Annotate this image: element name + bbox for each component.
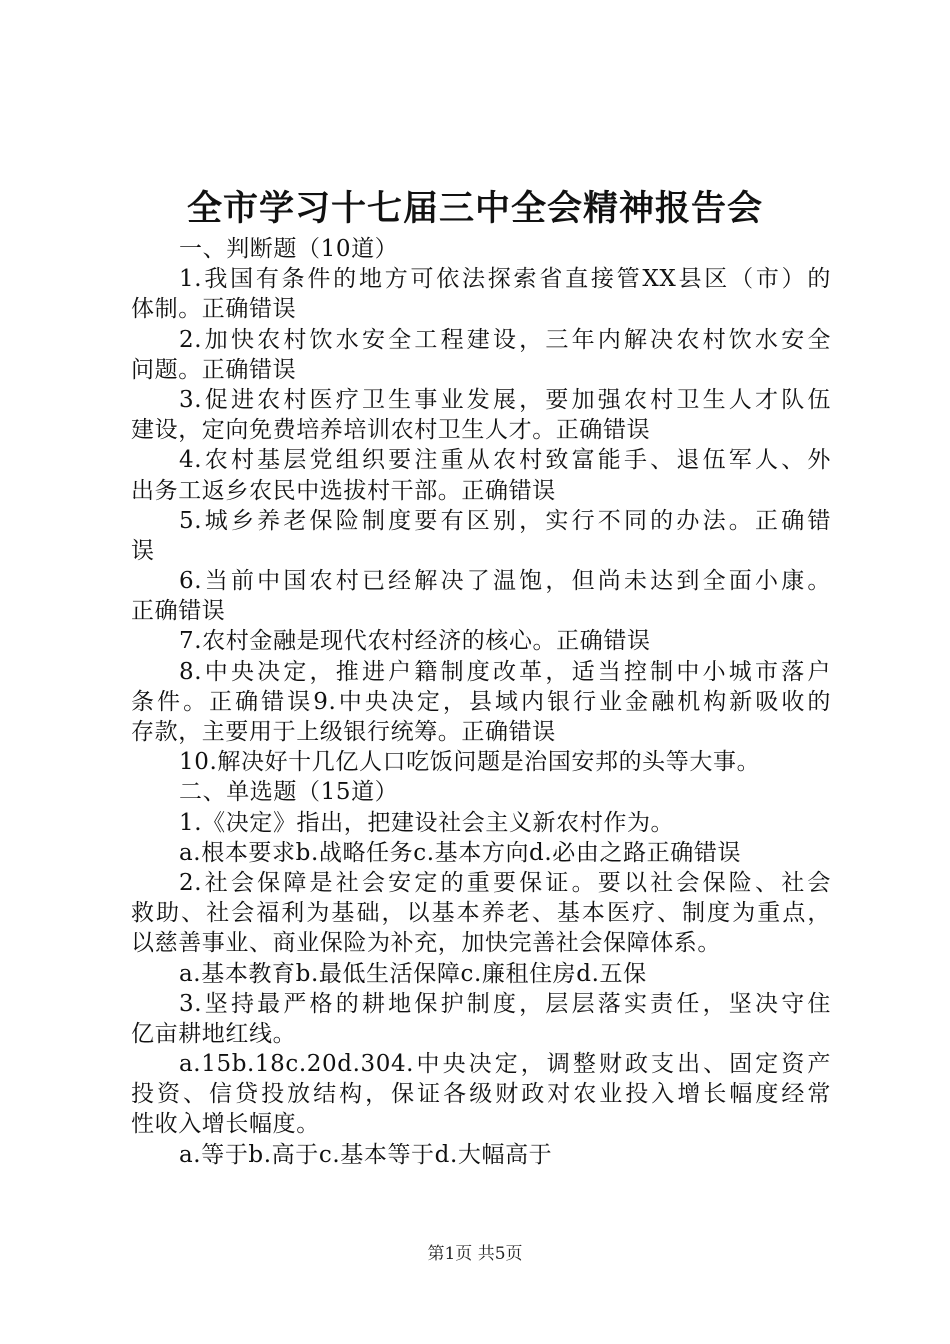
text-line: 误 xyxy=(131,537,155,564)
text-line: 4.农村基层党组织要注重从农村致富能手、退伍军人、外 xyxy=(179,447,831,474)
document-title: 全市学习十七届三中全会精神报告会 xyxy=(186,188,763,229)
page-number: 第1页 共5页 xyxy=(427,1244,523,1264)
text-line: 1.《决定》指出，把建设社会主义新农村作为。 xyxy=(179,809,675,836)
text-line: 1.我国有条件的地方可依法探索省直接管XX县区（市）的 xyxy=(179,266,831,293)
text-line: 5.城乡养老保险制度要有区别，实行不同的办法。正确错 xyxy=(179,507,831,534)
section-heading-single-choice: 二、单选题（15道） xyxy=(179,779,399,806)
text-line: 3.坚持最严格的耕地保护制度，层层落实责任，坚决守住 xyxy=(179,990,831,1017)
text-line: 6.当前中国农村已经解决了温饱，但尚未达到全面小康。 xyxy=(179,568,831,595)
text-line: 2.加快农村饮水安全工程建设，三年内解决农村饮水安全 xyxy=(179,326,831,353)
text-line: 体制。正确错误 xyxy=(131,296,297,323)
section-heading-true-false: 一、判断题（10道） xyxy=(179,236,399,262)
text-line: 出务工返乡农民中选拔村干部。正确错误 xyxy=(131,477,556,504)
text-line: 投资、信贷投放结构，保证各级财政对农业投入增长幅度经常 xyxy=(131,1081,831,1108)
text-line: a.等于b.高于c.基本等于d.大幅高于 xyxy=(179,1141,553,1168)
text-line: 3.促进农村医疗卫生事业发展，要加强农村卫生人才队伍 xyxy=(179,386,831,413)
text-line: a.根本要求b.战略任务c.基本方向d.必由之路正确错误 xyxy=(179,839,742,866)
text-line: 8.中央决定，推进户籍制度改革，适当控制中小城市落户 xyxy=(179,658,831,685)
text-line: 正确错误 xyxy=(131,598,226,625)
text-line: 7.农村金融是现代农村经济的核心。正确错误 xyxy=(179,628,651,655)
text-line: 存款，主要用于上级银行统筹。正确错误 xyxy=(131,719,556,745)
text-line: 亿亩耕地红线。 xyxy=(131,1020,297,1047)
text-line: 条件。正确错误9.中央决定，县域内银行业金融机构新吸收的 xyxy=(131,688,831,715)
text-line: a.15b.18c.20d.304.中央决定，调整财政支出、固定资产 xyxy=(179,1051,831,1078)
text-line: 性收入增长幅度。 xyxy=(131,1111,320,1138)
text-line: a.基本教育b.最低生活保障c.廉租住房d.五保 xyxy=(179,960,647,987)
text-line: 以慈善事业、商业保险为补充，加快完善社会保障体系。 xyxy=(131,930,721,957)
text-line: 建设，定向免费培养培训农村卫生人才。正确错误 xyxy=(131,417,651,444)
document-body xyxy=(131,234,831,1170)
text-line: 问题。正确错误 xyxy=(131,356,297,383)
text-line: 救助、社会福利为基础，以基本养老、基本医疗、制度为重点， xyxy=(131,900,831,927)
text-line: 10.解决好十几亿人口吃饭问题是治国安邦的头等大事。 xyxy=(179,749,761,776)
text-line: 2.社会保障是社会安定的重要保证。要以社会保险、社会 xyxy=(179,869,831,896)
